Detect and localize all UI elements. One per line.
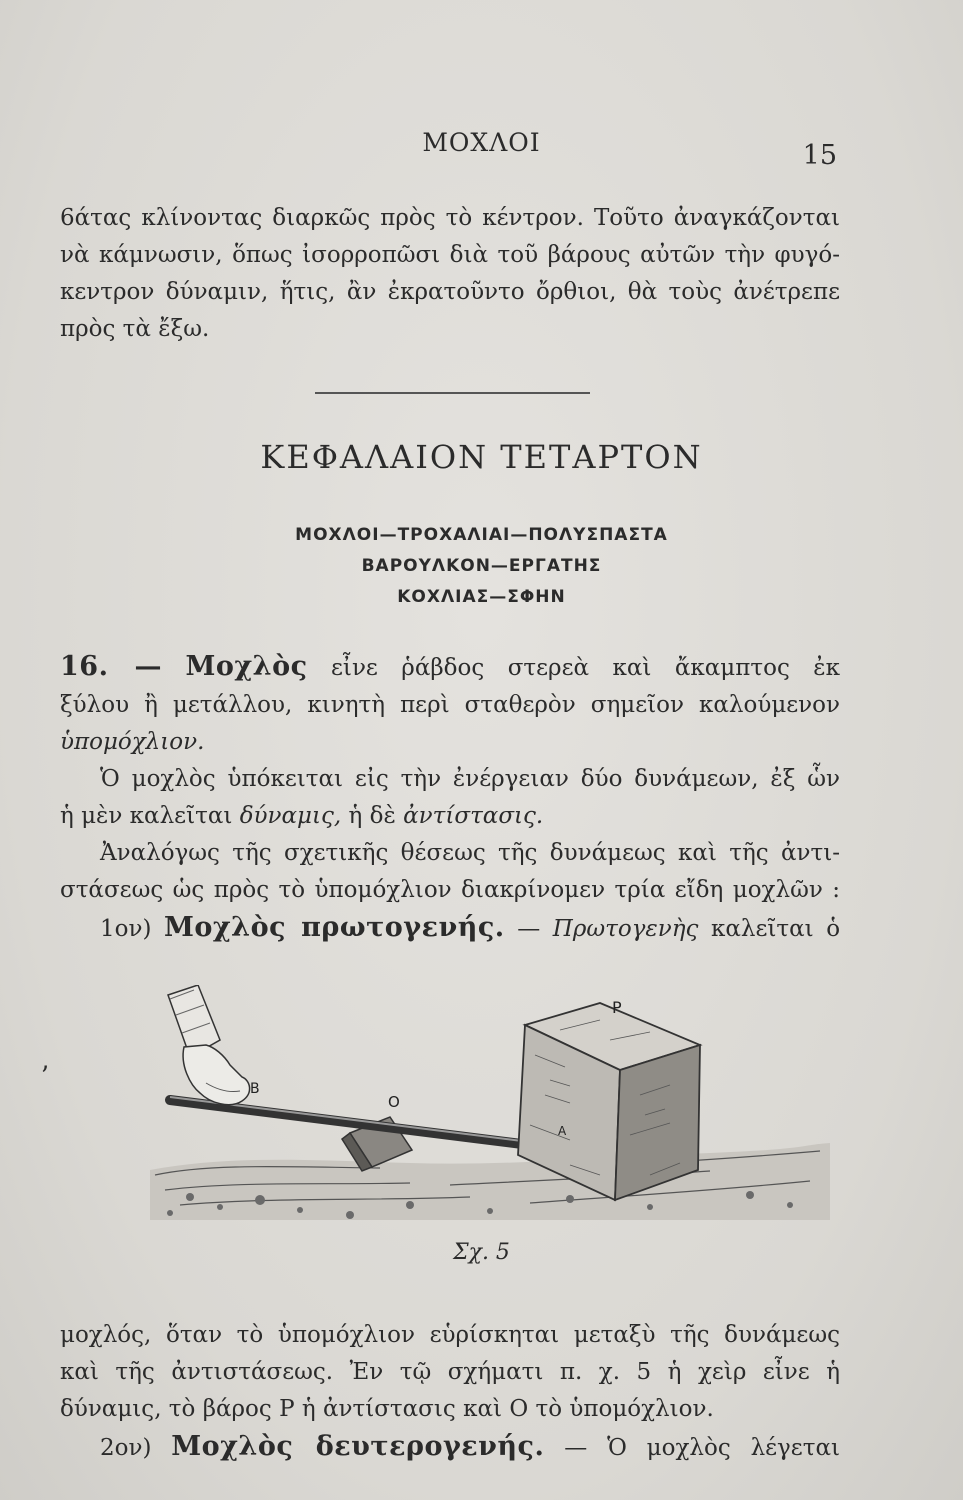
text-line: Ὁ μοχλὸς ὑπόκειται εἰς τὴν ἐνέργειαν δύο δυνάμεων, ἐξ ὧν (100, 766, 840, 792)
chapter-subtitle: ΜΟΧΛΟΙ—ΤΡΟΧΑΛΙΑΙ—ΠΟΛΥΣΠΑΣΤΑ (295, 525, 668, 545)
italic-term: ἀντίστασις. (403, 803, 544, 829)
page-number: 15 (802, 140, 837, 171)
defined-term: Μοχλὸς δευτερογενής. (171, 1431, 545, 1462)
text-line: πρὸς τὰ ἔξω. (60, 316, 210, 342)
text-line: στάσεως ὡς πρὸς τὸ ὑπομόχλιον διακρίνομεν τρία εἴδη μοχλῶν : (60, 877, 840, 903)
figure-label-o: O (388, 1093, 400, 1111)
text-line: Ἀναλόγως τῆς σχετικῆς θέσεως τῆς δυνάμεως καὶ τῆς ἀντι- (100, 840, 840, 866)
text-fragment: καλεῖται ὁ (710, 916, 841, 942)
text-fragment: ἡ μὲν καλεῖται (60, 803, 233, 829)
chapter-title: ΚΕΦΑΛΑΙΟΝ ΤΕΤΑΡΤΟΝ (260, 438, 703, 476)
text-line: νὰ κάμνωσιν, ὅπως ἰσορροπῶσι διὰ τοῦ βάρους αὐτῶν τὴν φυγό- (60, 242, 840, 268)
figure-label-b: B (250, 1081, 260, 1097)
figure-caption: Σχ. 5 (453, 1240, 510, 1265)
text-line: κεντρον δύναμιν, ἥτις, ἂν ἐκρατοῦντο ὄρθιοι, θὰ τοὺς ἀνέτρεπε (60, 279, 840, 305)
figure-label-p: P (612, 998, 622, 1017)
paragraph-continuation (60, 200, 840, 348)
defined-term: Μοχλὸς πρωτογενής. (163, 912, 505, 943)
defined-term: Μοχλὸς (185, 651, 308, 682)
text-fragment: 1ον) (100, 916, 152, 942)
text-fragment: 2ον) (100, 1435, 152, 1461)
text-line: καὶ τῆς ἀντιστάσεως. Ἐν τῷ σχήματι π. χ. 5 ἡ χεὶρ εἶνε ἡ (60, 1359, 840, 1385)
text-line: 6άτας κλίνοντας διαρκῶς πρὸς τὸ κέντρον. Τοῦτο ἀναγκάζονται (60, 205, 840, 231)
paragraph-after-figure (60, 1317, 840, 1467)
lever-illustration (150, 985, 830, 1220)
text-fragment: — (517, 916, 541, 942)
section-number: 16. — (60, 651, 163, 682)
text-line: ὑπομόχλιον. (60, 729, 205, 755)
text-fragment: ἡ δὲ (348, 803, 396, 829)
text-line: μοχλός, ὅταν τὸ ὑπομόχλιον εὑρίσκηται μεταξὺ τῆς δυνάμεως (60, 1322, 840, 1348)
chapter-subtitle: ΒΑΡΟΥΛΚΟΝ—ΕΡΓΑΤΗΣ (361, 556, 602, 576)
italic-term: Πρωτογενὴς (552, 916, 699, 942)
stray-mark: ʼ (40, 1062, 49, 1092)
text-fragment: — Ὁ μοχλὸς λέγεται (564, 1435, 840, 1461)
text-line: δύναμις, τὸ βάρος P ἡ ἀντίστασις καὶ O τὸ ὑπομόχλιον. (60, 1396, 714, 1422)
italic-term: δύναμις, (239, 803, 342, 829)
text-line: ξύλου ἢ μετάλλου, κινητὴ περὶ σταθερὸν σημεῖον καλούμενον (60, 692, 840, 718)
figure-label-a: A (558, 1124, 567, 1138)
text-fragment: εἶνε ῥάβδος στερεὰ καὶ ἄκαμπτος ἐκ (331, 655, 841, 681)
chapter-subtitle: ΚΟΧΛΙΑΣ—ΣΦΗΝ (397, 587, 566, 607)
section-16-text (60, 648, 840, 948)
running-head: ΜΟΧΛΟΙ (422, 128, 541, 157)
section-divider (315, 392, 590, 394)
